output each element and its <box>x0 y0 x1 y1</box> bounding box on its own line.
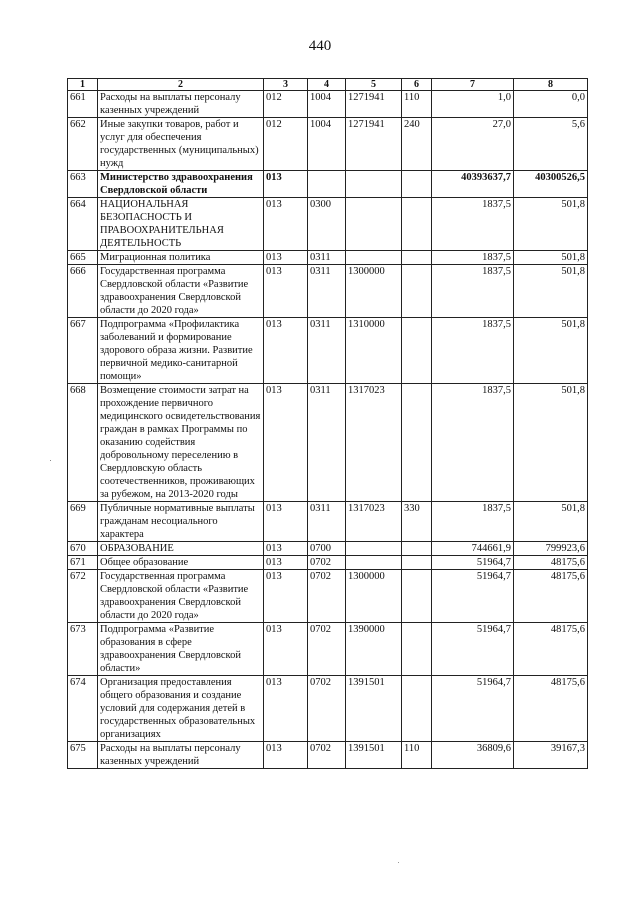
cell-c3: 013 <box>264 542 308 556</box>
cell-name: Организация предоставления общего образования и создание условий для содержания детей в государственных образовательных организациях <box>98 676 264 742</box>
cell-n: 661 <box>68 91 98 118</box>
cell-c5: 1390000 <box>346 623 402 676</box>
cell-c8: 0,0 <box>514 91 588 118</box>
cell-name: Подпрограмма «Развитие образования в сфере здравоохранения Свердловской области» <box>98 623 264 676</box>
cell-c4: 0311 <box>308 318 346 384</box>
header-cell: 8 <box>514 79 588 91</box>
page-number: 440 <box>308 38 332 54</box>
cell-c3: 013 <box>264 676 308 742</box>
header-cell: 5 <box>346 79 402 91</box>
cell-c4: 0311 <box>308 251 346 265</box>
cell-c3: 013 <box>264 251 308 265</box>
cell-n: 664 <box>68 198 98 251</box>
cell-c7: 51964,7 <box>432 570 514 623</box>
header-cell: 3 <box>264 79 308 91</box>
budget-table <box>67 78 588 769</box>
cell-c8: 501,8 <box>514 318 588 384</box>
cell-c8: 48175,6 <box>514 570 588 623</box>
cell-c4: 0300 <box>308 198 346 251</box>
table-row <box>68 742 588 769</box>
table-row <box>68 556 588 570</box>
cell-n: 675 <box>68 742 98 769</box>
cell-c5: 1300000 <box>346 570 402 623</box>
cell-c3: 013 <box>264 742 308 769</box>
cell-c3: 013 <box>264 384 308 502</box>
cell-c4: 0311 <box>308 265 346 318</box>
cell-n: 669 <box>68 502 98 542</box>
cell-c5: 1391501 <box>346 742 402 769</box>
cell-c7: 1837,5 <box>432 265 514 318</box>
cell-c7: 36809,6 <box>432 742 514 769</box>
cell-name: Министерство здравоохранения Свердловской области <box>98 171 264 198</box>
cell-n: 672 <box>68 570 98 623</box>
cell-c5: 1391501 <box>346 676 402 742</box>
cell-c4: 0700 <box>308 542 346 556</box>
cell-c3: 013 <box>264 265 308 318</box>
cell-c7: 1837,5 <box>432 251 514 265</box>
cell-c8: 48175,6 <box>514 676 588 742</box>
cell-c6 <box>402 384 432 502</box>
cell-name: ОБРАЗОВАНИЕ <box>98 542 264 556</box>
cell-c6 <box>402 251 432 265</box>
cell-n: 665 <box>68 251 98 265</box>
cell-n: 673 <box>68 623 98 676</box>
cell-name: Подпрограмма «Профилактика заболеваний и формирование здорового образа жизни. Развитие первичной медико-санитарной помощи» <box>98 318 264 384</box>
cell-c3: 013 <box>264 623 308 676</box>
cell-c6: 110 <box>402 742 432 769</box>
cell-c5: 1317023 <box>346 384 402 502</box>
cell-c8: 501,8 <box>514 384 588 502</box>
cell-name: НАЦИОНАЛЬНАЯ БЕЗОПАСНОСТЬ И ПРАВООХРАНИТЕЛЬНАЯ ДЕЯТЕЛЬНОСТЬ <box>98 198 264 251</box>
cell-n: 667 <box>68 318 98 384</box>
cell-c3: 013 <box>264 556 308 570</box>
cell-n: 666 <box>68 265 98 318</box>
cell-c8: 39167,3 <box>514 742 588 769</box>
cell-c5 <box>346 251 402 265</box>
table-row <box>68 318 588 384</box>
cell-name: Публичные нормативные выплаты гражданам несоциального характера <box>98 502 264 542</box>
cell-c4: 0702 <box>308 742 346 769</box>
cell-c6 <box>402 265 432 318</box>
cell-n: 663 <box>68 171 98 198</box>
cell-c3: 013 <box>264 198 308 251</box>
table-row <box>68 91 588 118</box>
cell-c6: 240 <box>402 118 432 171</box>
cell-c8: 5,6 <box>514 118 588 171</box>
cell-c8: 799923,6 <box>514 542 588 556</box>
cell-name: Расходы на выплаты персоналу казенных учреждений <box>98 742 264 769</box>
cell-c4: 1004 <box>308 118 346 171</box>
cell-c7: 51964,7 <box>432 556 514 570</box>
cell-c8: 501,8 <box>514 251 588 265</box>
cell-c6 <box>402 556 432 570</box>
cell-c4: 0311 <box>308 384 346 502</box>
cell-c7: 40393637,7 <box>432 171 514 198</box>
cell-c4: 1004 <box>308 91 346 118</box>
cell-c7: 1837,5 <box>432 384 514 502</box>
cell-c5 <box>346 171 402 198</box>
cell-c5: 1271941 <box>346 91 402 118</box>
cell-c8: 501,8 <box>514 198 588 251</box>
scan-speck <box>50 460 51 461</box>
cell-name: Государственная программа Свердловской области «Развитие здравоохранения Свердловской области до 2020 года» <box>98 265 264 318</box>
table-row <box>68 198 588 251</box>
cell-n: 668 <box>68 384 98 502</box>
table-row <box>68 570 588 623</box>
cell-name: Возмещение стоимости затрат на прохождение первичного медицинского освидетельствования граждан в рамках Программы по оказанию содействия добровольному переселению в Свердловскую область соотечественников, проживающих за рубежом, на 2013-2020 годы <box>98 384 264 502</box>
cell-c7: 1837,5 <box>432 198 514 251</box>
table-header-row <box>68 79 588 91</box>
cell-n: 662 <box>68 118 98 171</box>
cell-c8: 501,8 <box>514 502 588 542</box>
cell-name: Государственная программа Свердловской области «Развитие здравоохранения Свердловской области до 2020 года» <box>98 570 264 623</box>
cell-name: Миграционная политика <box>98 251 264 265</box>
cell-c7: 51964,7 <box>432 676 514 742</box>
header-cell: 7 <box>432 79 514 91</box>
table-row <box>68 171 588 198</box>
cell-c3: 013 <box>264 570 308 623</box>
cell-c8: 40300526,5 <box>514 171 588 198</box>
header-cell: 1 <box>68 79 98 91</box>
cell-c8: 48175,6 <box>514 556 588 570</box>
cell-c5: 1271941 <box>346 118 402 171</box>
cell-c5 <box>346 198 402 251</box>
cell-name: Иные закупки товаров, работ и услуг для обеспечения государственных (муниципальных) нужд <box>98 118 264 171</box>
cell-c4: 0702 <box>308 676 346 742</box>
cell-c6 <box>402 198 432 251</box>
cell-c5: 1310000 <box>346 318 402 384</box>
cell-c4: 0702 <box>308 570 346 623</box>
cell-c6 <box>402 318 432 384</box>
cell-c5: 1300000 <box>346 265 402 318</box>
table-row <box>68 265 588 318</box>
cell-n: 670 <box>68 542 98 556</box>
cell-c5: 1317023 <box>346 502 402 542</box>
header-cell: 2 <box>98 79 264 91</box>
cell-c4 <box>308 171 346 198</box>
cell-c4: 0311 <box>308 502 346 542</box>
cell-c5 <box>346 556 402 570</box>
cell-n: 674 <box>68 676 98 742</box>
cell-c6: 110 <box>402 91 432 118</box>
cell-name: Общее образование <box>98 556 264 570</box>
cell-c3: 012 <box>264 118 308 171</box>
cell-c6 <box>402 623 432 676</box>
header-cell: 6 <box>402 79 432 91</box>
table-row <box>68 676 588 742</box>
table-row <box>68 251 588 265</box>
table-row <box>68 384 588 502</box>
cell-c6 <box>402 171 432 198</box>
header-cell: 4 <box>308 79 346 91</box>
cell-c6 <box>402 570 432 623</box>
cell-c7: 744661,9 <box>432 542 514 556</box>
cell-c7: 1837,5 <box>432 318 514 384</box>
cell-c7: 1837,5 <box>432 502 514 542</box>
cell-c3: 013 <box>264 318 308 384</box>
scan-speck <box>398 862 399 863</box>
cell-n: 671 <box>68 556 98 570</box>
cell-c4: 0702 <box>308 556 346 570</box>
table-row <box>68 623 588 676</box>
cell-c7: 51964,7 <box>432 623 514 676</box>
table-row <box>68 118 588 171</box>
cell-c5 <box>346 542 402 556</box>
cell-c8: 501,8 <box>514 265 588 318</box>
cell-c4: 0702 <box>308 623 346 676</box>
cell-c6 <box>402 542 432 556</box>
cell-c6 <box>402 676 432 742</box>
cell-name: Расходы на выплаты персоналу казенных учреждений <box>98 91 264 118</box>
cell-c8: 48175,6 <box>514 623 588 676</box>
table-row <box>68 502 588 542</box>
cell-c7: 1,0 <box>432 91 514 118</box>
cell-c3: 012 <box>264 91 308 118</box>
table-row <box>68 542 588 556</box>
cell-c3: 013 <box>264 502 308 542</box>
cell-c6: 330 <box>402 502 432 542</box>
cell-c3: 013 <box>264 171 308 198</box>
cell-c7: 27,0 <box>432 118 514 171</box>
